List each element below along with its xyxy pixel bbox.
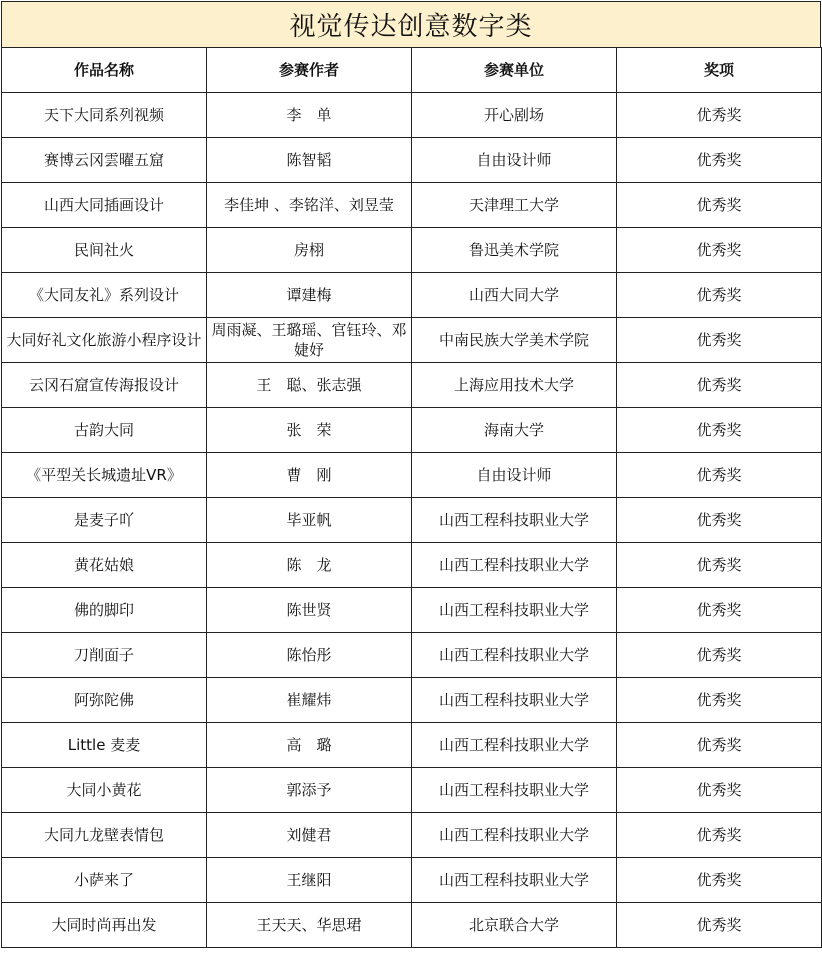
author-cell: 王继阳 — [207, 858, 412, 903]
award-cell: 优秀奖 — [617, 543, 822, 588]
award-cell: 优秀奖 — [617, 768, 822, 813]
unit-cell: 自由设计师 — [412, 138, 617, 183]
unit-cell: 山西大同大学 — [412, 273, 617, 318]
unit-cell: 山西工程科技职业大学 — [412, 678, 617, 723]
award-cell: 优秀奖 — [617, 408, 822, 453]
table-row — [2, 228, 822, 273]
unit-cell: 山西工程科技职业大学 — [412, 768, 617, 813]
table-row — [2, 498, 822, 543]
unit-cell: 山西工程科技职业大学 — [412, 858, 617, 903]
author-cell: 曹 刚 — [207, 453, 412, 498]
award-cell: 优秀奖 — [617, 498, 822, 543]
work-cell: 天下大同系列视频 — [2, 93, 207, 138]
award-cell: 优秀奖 — [617, 228, 822, 273]
awards-table — [1, 47, 822, 948]
table-row — [2, 813, 822, 858]
author-cell: 王 聪、张志强 — [207, 363, 412, 408]
award-cell: 优秀奖 — [617, 678, 822, 723]
author-cell: 陈怡彤 — [207, 633, 412, 678]
author-cell: 房栩 — [207, 228, 412, 273]
award-cell: 优秀奖 — [617, 453, 822, 498]
work-cell: 大同九龙壁表情包 — [2, 813, 207, 858]
table-row — [2, 408, 822, 453]
award-cell: 优秀奖 — [617, 318, 822, 363]
work-cell: 大同小黄花 — [2, 768, 207, 813]
unit-cell: 上海应用技术大学 — [412, 363, 617, 408]
work-cell: 云冈石窟宣传海报设计 — [2, 363, 207, 408]
unit-cell: 开心剧场 — [412, 93, 617, 138]
author-cell: 毕亚帆 — [207, 498, 412, 543]
author-cell: 陈智韬 — [207, 138, 412, 183]
unit-cell: 中南民族大学美术学院 — [412, 318, 617, 363]
award-cell: 优秀奖 — [617, 633, 822, 678]
author-cell: 王天天、华思珺 — [207, 903, 412, 948]
work-cell: 山西大同插画设计 — [2, 183, 207, 228]
author-cell: 李 单 — [207, 93, 412, 138]
work-cell: 《大同友礼》系列设计 — [2, 273, 207, 318]
work-cell: 是麦子吖 — [2, 498, 207, 543]
page-title: 视觉传达创意数字类 — [289, 12, 533, 42]
column-header-work: 作品名称 — [2, 48, 207, 93]
unit-cell: 山西工程科技职业大学 — [412, 543, 617, 588]
table-row — [2, 678, 822, 723]
unit-cell: 山西工程科技职业大学 — [412, 633, 617, 678]
author-cell: 张 荣 — [207, 408, 412, 453]
award-sheet — [1, 1, 821, 967]
award-cell: 优秀奖 — [617, 273, 822, 318]
award-cell: 优秀奖 — [617, 363, 822, 408]
unit-cell: 山西工程科技职业大学 — [412, 723, 617, 768]
table-row — [2, 183, 822, 228]
column-header-unit: 参赛单位 — [412, 48, 617, 93]
unit-cell: 山西工程科技职业大学 — [412, 498, 617, 543]
work-cell: 赛博云冈雲曜五窟 — [2, 138, 207, 183]
award-cell: 优秀奖 — [617, 93, 822, 138]
author-cell: 陈 龙 — [207, 543, 412, 588]
work-cell: 黄花姑娘 — [2, 543, 207, 588]
table-row — [2, 588, 822, 633]
table-row — [2, 453, 822, 498]
title-bar — [1, 1, 821, 47]
work-cell: 大同时尚再出发 — [2, 903, 207, 948]
unit-cell: 自由设计师 — [412, 453, 617, 498]
table-row — [2, 318, 822, 363]
table-row — [2, 543, 822, 588]
author-cell: 陈世贤 — [207, 588, 412, 633]
award-cell: 优秀奖 — [617, 813, 822, 858]
table-row — [2, 723, 822, 768]
table-row — [2, 363, 822, 408]
author-cell: 郭添予 — [207, 768, 412, 813]
work-cell: 刀削面子 — [2, 633, 207, 678]
author-cell: 高 璐 — [207, 723, 412, 768]
award-cell: 优秀奖 — [617, 588, 822, 633]
unit-cell: 山西工程科技职业大学 — [412, 588, 617, 633]
award-cell: 优秀奖 — [617, 903, 822, 948]
unit-cell: 北京联合大学 — [412, 903, 617, 948]
table-row — [2, 858, 822, 903]
table-row — [2, 768, 822, 813]
author-cell: 李佳坤 、李铭洋、刘昱莹 — [207, 183, 412, 228]
column-header-author: 参赛作者 — [207, 48, 412, 93]
unit-cell: 海南大学 — [412, 408, 617, 453]
work-cell: 《平型关长城遗址VR》 — [2, 453, 207, 498]
work-cell: 大同好礼文化旅游小程序设计 — [2, 318, 207, 363]
header-row — [2, 48, 822, 93]
author-cell: 谭建梅 — [207, 273, 412, 318]
work-cell: 佛的脚印 — [2, 588, 207, 633]
column-header-award: 奖项 — [617, 48, 822, 93]
table-row — [2, 633, 822, 678]
work-cell: 小萨来了 — [2, 858, 207, 903]
unit-cell: 鲁迅美术学院 — [412, 228, 617, 273]
author-cell: 崔耀炜 — [207, 678, 412, 723]
work-cell: 阿弥陀佛 — [2, 678, 207, 723]
author-cell: 周雨凝、王璐瑶、官钰玲、邓婕妤 — [207, 318, 412, 363]
table-row — [2, 273, 822, 318]
table-row — [2, 903, 822, 948]
table-row — [2, 138, 822, 183]
work-cell: 古韵大同 — [2, 408, 207, 453]
table-row — [2, 93, 822, 138]
award-cell: 优秀奖 — [617, 138, 822, 183]
work-cell: 民间社火 — [2, 228, 207, 273]
unit-cell: 天津理工大学 — [412, 183, 617, 228]
work-cell: Little 麦麦 — [2, 723, 207, 768]
award-cell: 优秀奖 — [617, 183, 822, 228]
unit-cell: 山西工程科技职业大学 — [412, 813, 617, 858]
award-cell: 优秀奖 — [617, 858, 822, 903]
author-cell: 刘健君 — [207, 813, 412, 858]
award-cell: 优秀奖 — [617, 723, 822, 768]
